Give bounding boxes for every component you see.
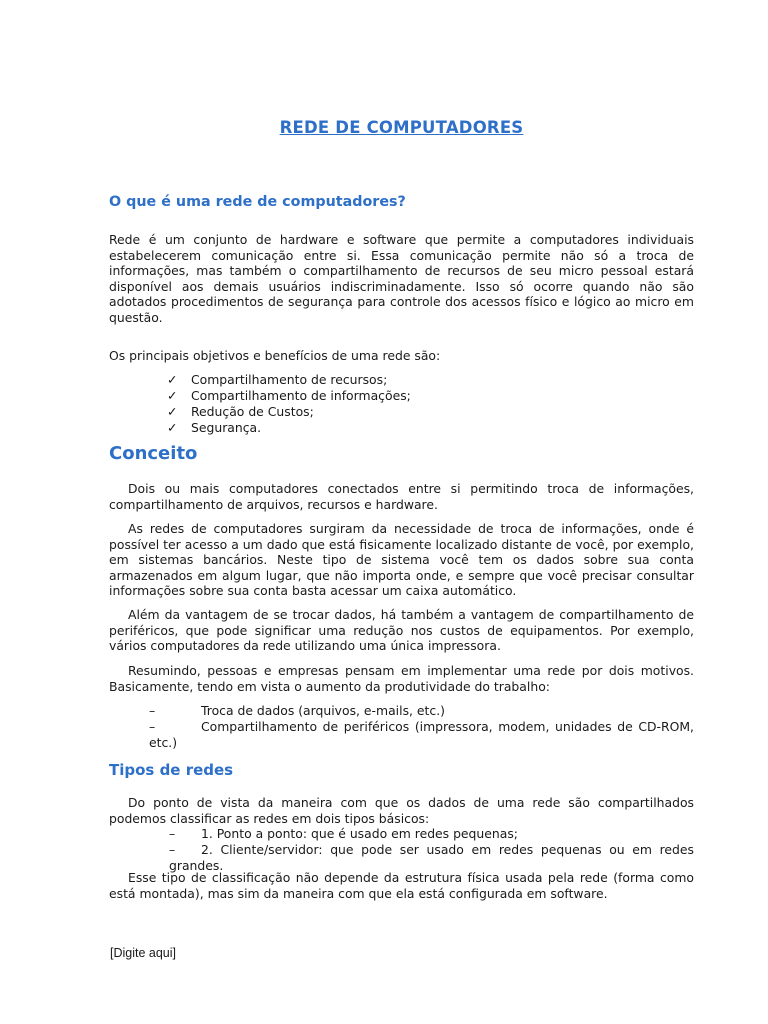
intro-paragraph: Rede é um conjunto de hardware e software que permite a computadores individuais estabelecerem comunicação entre si. Essa comunicação permite não só a troca de informações, mas também o compartilhamento de recursos de seu micro pessoal estará disponível aos demais usuários indiscriminadamente. Isso só ocorre quando não são adotados procedimentos de segurança para controle dos acessos físico e lógico ao micro em questão.	[109, 232, 694, 325]
objectives-intro: Os principais objetivos e benefícios de uma rede são:	[109, 348, 441, 363]
objectives-list	[167, 372, 411, 436]
check-icon: ✓	[167, 420, 178, 435]
list-item: – 1. Ponto a ponto: que é usado em redes pequenas;	[169, 826, 518, 841]
list-item: ✓ Segurança.	[167, 420, 262, 435]
check-icon: ✓	[167, 404, 178, 419]
list-item: ✓ Redução de Custos;	[167, 404, 314, 419]
list-item: – 2. Cliente/servidor: que pode ser usado em redes pequenas ou em redes grandes.	[169, 842, 694, 873]
check-icon: ✓	[167, 372, 178, 387]
section-heading-network-types: Tipos de redes	[109, 761, 234, 779]
dash-bullet: –	[149, 703, 156, 718]
concept-paragraph: Além da vantagem de se trocar dados, há também a vantagem de compartilhamento de periféricos, que pode significar uma redução nos custos de equipamentos. Por exemplo, vários computadores da rede utilizando uma única impressora.	[109, 607, 694, 654]
dash-bullet: –	[149, 719, 156, 734]
section-heading-what-is-network: O que é uma rede de computadores?	[109, 194, 406, 210]
list-item: – Compartilhamento de periféricos (impressora, modem, unidades de CD-ROM, etc.)	[149, 719, 694, 750]
types-closing: Esse tipo de classificação não depende da estrutura física usada pela rede (forma como está montada), mas sim da maneira com que ela está configurada em software.	[109, 870, 694, 901]
concept-paragraph: Resumindo, pessoas e empresas pensam em implementar uma rede por dois motivos. Basicamente, tendo em vista o aumento da produtividade do trabalho:	[109, 663, 694, 694]
list-item: ✓ Compartilhamento de recursos;	[167, 372, 388, 387]
types-list	[169, 826, 694, 873]
check-icon: ✓	[167, 388, 178, 403]
types-intro: Do ponto de vista da maneira com que os dados de uma rede são compartilhados podemos classificar as redes em dois tipos básicos:	[109, 795, 694, 826]
section-heading-concept: Conceito	[109, 443, 198, 464]
document-title: REDE DE COMPUTADORES	[279, 118, 524, 137]
concept-paragraph: Dois ou mais computadores conectados entre si permitindo troca de informações, compartilhamento de arquivos, recursos e hardware.	[109, 481, 694, 512]
concept-paragraph: As redes de computadores surgiram da necessidade de troca de informações, onde é possível ter acesso a um dado que está fisicamente localizado distante de você, por exemplo, em sistemas bancários. Neste tipo de sistema você tem os dados sobre sua conta armazenados em algum lugar, que não importa onde, e sempre que você precisar consultar informações sobre sua conta basta acessar um caixa automático.	[109, 521, 694, 599]
footer-placeholder[interactable]: [Digite aqui]	[110, 946, 177, 960]
motives-list	[149, 703, 694, 750]
list-item: ✓ Compartilhamento de informações;	[167, 388, 411, 403]
dash-bullet: –	[169, 826, 176, 841]
list-item: – Troca de dados (arquivos, e-mails, etc.)	[149, 703, 445, 718]
dash-bullet: –	[169, 842, 176, 857]
